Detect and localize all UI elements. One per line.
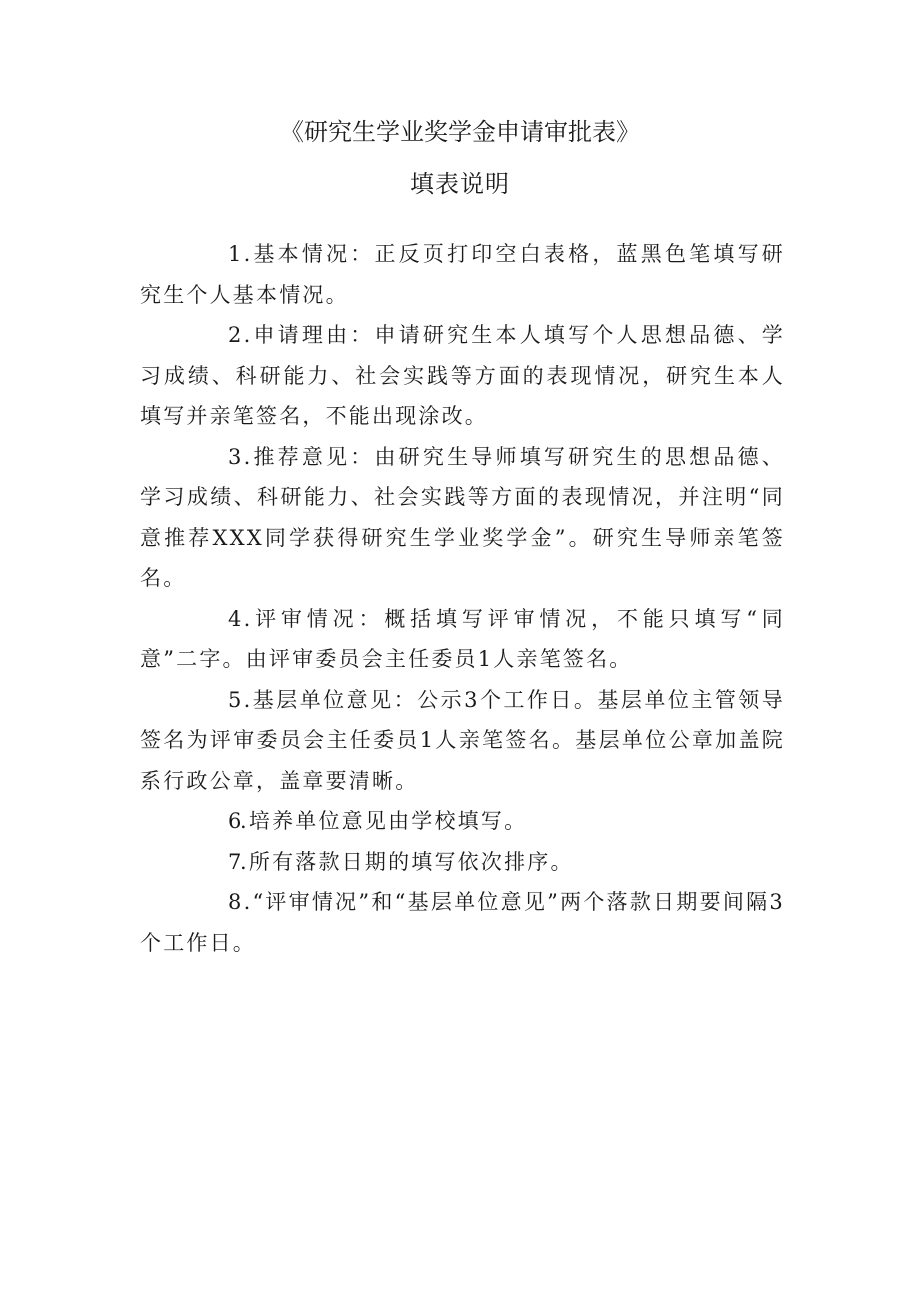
item-text: .评审情况：概括填写评审情况，不能只填写“同意”二字。由评审委员会主任委员1人亲笔签名。 [140,606,785,671]
item-number: 1 [228,242,244,266]
item-text: .培养单位意见由学校填写。 [240,809,528,833]
instruction-item-5 [140,680,785,802]
document-title: 《研究生学业奖学金申请审批表》 [280,118,640,146]
instruction-item-4 [140,599,785,680]
instruction-item-7 [140,842,785,883]
item-number: 3 [228,444,244,469]
item-text: .基层单位意见：公示3个工作日。基层单位主管领导签名为评审委员会主任委员1人亲笔签名。基层单位公章加盖院系行政公章，盖章要清晰。 [140,687,785,793]
document-subtitle: 填表说明 [410,170,510,198]
item-text: .基本情况：正反页打印空白表格，蓝黑色笔填写研究生个人基本情况。 [140,242,785,307]
item-number: 5 [228,687,244,712]
item-text: .申请理由：申请研究生本人填写个人思想品德、学习成绩、科研能力、社会实践等方面的表现情况，研究生本人填写并亲笔签名，不能出现涂改。 [140,323,785,428]
item-text: .所有落款日期的填写依次排序。 [240,849,574,874]
item-number: 2 [228,323,244,347]
instructions-list [140,234,785,963]
instruction-item-1 [140,234,785,315]
item-number: 4 [228,606,244,631]
instruction-item-2 [140,315,785,437]
instruction-item-8 [140,882,785,963]
item-text: .推荐意见：由研究生导师填写研究生的思想品德、学习成绩、科研能力、社会实践等方面的表现情况，并注明“同意推荐XXX同学获得研究生学业奖学金”。研究生导师亲笔签名。 [140,444,785,590]
item-number: 8 [228,890,244,914]
instruction-item-6 [140,801,785,842]
instruction-item-3 [140,437,785,599]
item-text: .“评审情况”和“基层单位意见”两个落款日期要间隔3个工作日。 [140,890,785,955]
item-number: 7 [228,849,244,874]
item-number: 6 [228,809,244,833]
